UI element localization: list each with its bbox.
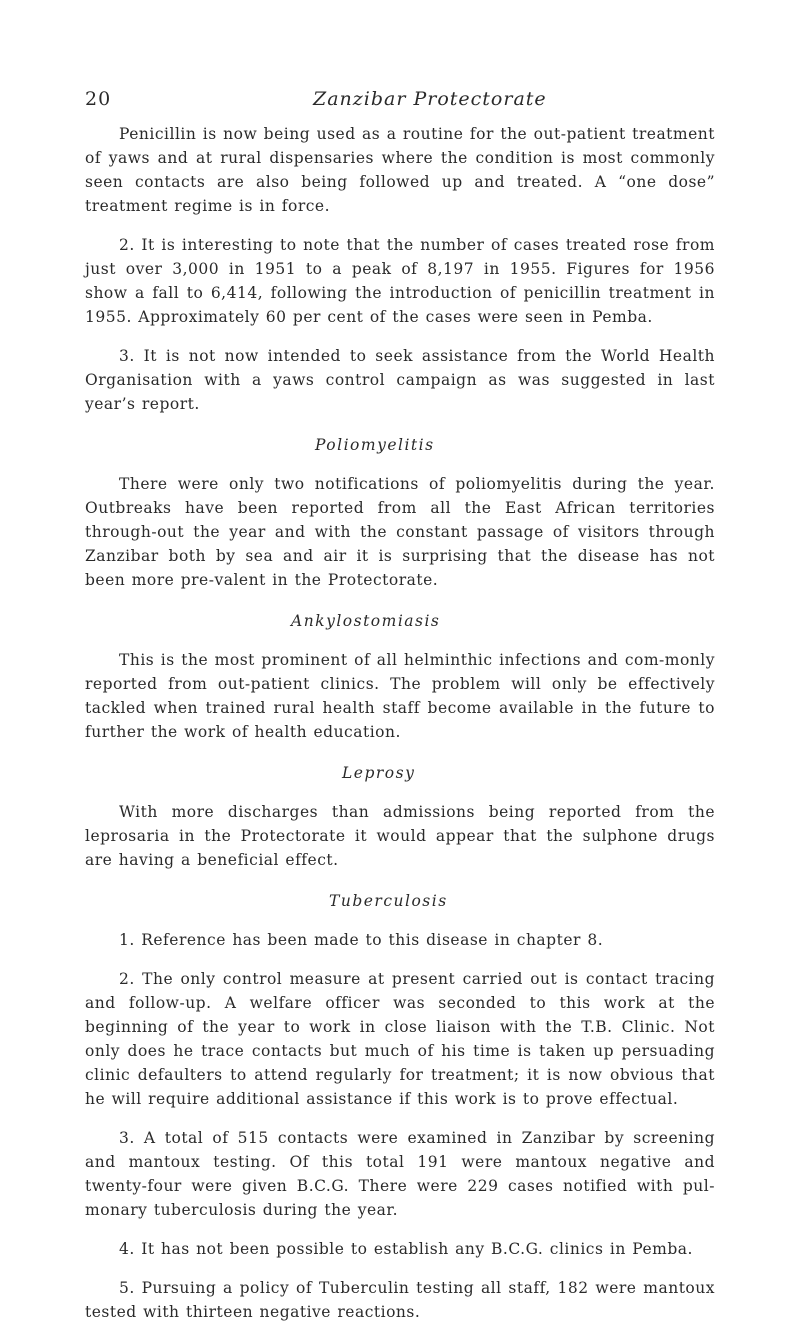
paragraph: Penicillin is now being used as a routine for the out-patient treatment of yaws and at rural dispensaries where the condition is most commonly seen contacts are also being followed up and treated. A “one dose” treatment regime is in force. (85, 125, 715, 215)
section-heading-ankylostomiasis: Ankylostomiasis (291, 612, 441, 630)
paragraph: There were only two notifications of poliomyelitis during the year. Outbreaks have been reported from all the East African territories through-out the year and with the constant passage of visitors through Zanzibar both by sea and air it is surprising that the disease has not been more pre-valent in the Protectorate. (85, 475, 715, 589)
paragraph: 4. It has not been possible to establish any B.C.G. clinics in Pemba. (119, 1240, 693, 1258)
page-header (85, 88, 715, 122)
section-heading-tuberculosis: Tuberculosis (329, 892, 448, 910)
paragraph: 3. A total of 515 contacts were examined in Zanzibar by screening and mantoux testing. Of this total 191 were mantoux negative and twenty-four were given B.C.G. There were 229 cases notified with pul-monary tuberculosis during the year. (85, 1129, 715, 1219)
running-title: Zanzibar Protectorate (313, 88, 547, 110)
paragraph: 2. The only control measure at present carried out is contact tracing and follow-up. A welfare officer was seconded to this work at the beginning of the year to work in close liaison with the T.B. Clinic. Not only does he trace contacts but much of his time is taken up persuading clinic defaulters to attend regularly for treatment; it is now obvious that he will require additional assistance if this work is to prove effectual. (85, 970, 715, 1108)
paragraph: This is the most prominent of all helminthic infections and com-monly reported from out-patient clinics. The problem will only be effectively tackled when trained rural health staff become available in the future to further the work of health education. (85, 651, 715, 741)
paragraph: 2. It is interesting to note that the number of cases treated rose from just over 3,000 in 1951 to a peak of 8,197 in 1955. Figures for 1956 show a fall to 6,414, following the introduction of penicillin treatment in 1955. Approximately 60 per cent of the cases were seen in Pemba. (85, 236, 715, 326)
paragraph: 3. It is not now intended to seek assistance from the World Health Organisation with a yaws control campaign as was suggested in last year’s report. (85, 347, 715, 413)
section-heading-poliomyelitis: Poliomyelitis (315, 436, 435, 454)
page-number: 20 (85, 88, 112, 110)
section-heading-leprosy: Leprosy (342, 764, 416, 782)
paragraph: 1. Reference has been made to this disease in chapter 8. (119, 931, 604, 949)
paragraph: With more discharges than admissions being reported from the leprosaria in the Protectorate it would appear that the sulphone drugs are having a beneficial effect. (85, 803, 715, 869)
document-page (85, 88, 715, 1339)
paragraph: 5. Pursuing a policy of Tuberculin testing all staff, 182 were mantoux tested with thirteen negative reactions. (85, 1279, 715, 1321)
